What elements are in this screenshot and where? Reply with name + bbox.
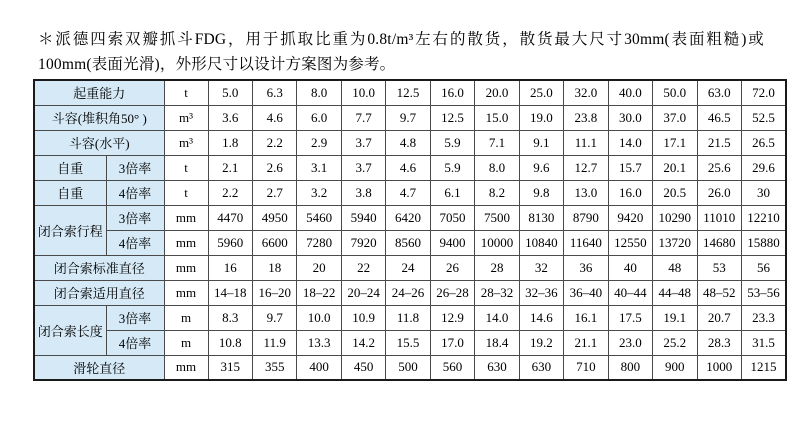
value-cell: 14.6 bbox=[519, 305, 563, 330]
value-cell: 5.9 bbox=[430, 155, 474, 180]
value-cell: 28–32 bbox=[475, 280, 519, 305]
value-cell: 14680 bbox=[697, 230, 741, 255]
value-cell: 10000 bbox=[475, 230, 519, 255]
value-cell: 5940 bbox=[341, 205, 385, 230]
value-cell: 20.1 bbox=[653, 155, 697, 180]
value-cell: 500 bbox=[386, 355, 430, 380]
table-row bbox=[34, 105, 786, 130]
value-cell: 18 bbox=[252, 255, 296, 280]
value-cell: 2.9 bbox=[297, 130, 341, 155]
value-cell: 4950 bbox=[252, 205, 296, 230]
value-cell: 710 bbox=[564, 355, 608, 380]
value-cell: 23.8 bbox=[564, 105, 608, 130]
value-cell: 400 bbox=[297, 355, 341, 380]
value-cell: 28 bbox=[475, 255, 519, 280]
value-cell: 24–26 bbox=[386, 280, 430, 305]
value-cell: 52.5 bbox=[741, 105, 786, 130]
value-cell: 17.1 bbox=[653, 130, 697, 155]
table-row bbox=[34, 355, 786, 380]
row-sublabel: 4倍率 bbox=[106, 180, 164, 205]
row-label: 闭合索行程 bbox=[34, 205, 106, 255]
value-cell: 12550 bbox=[608, 230, 652, 255]
value-cell: 6.0 bbox=[297, 105, 341, 130]
value-cell: 32–36 bbox=[519, 280, 563, 305]
value-cell: 1215 bbox=[741, 355, 786, 380]
value-cell: 8.3 bbox=[208, 305, 252, 330]
value-cell: 37.0 bbox=[653, 105, 697, 130]
value-cell: 1.8 bbox=[208, 130, 252, 155]
value-cell: 9.6 bbox=[519, 155, 563, 180]
value-cell: 10.0 bbox=[341, 80, 385, 105]
row-label: 斗容(堆积角50° ) bbox=[34, 105, 164, 130]
row-label: 滑轮直径 bbox=[34, 355, 164, 380]
value-cell: 1000 bbox=[697, 355, 741, 380]
value-cell: 4.6 bbox=[252, 105, 296, 130]
spec-table-body bbox=[34, 80, 786, 380]
table-row bbox=[34, 130, 786, 155]
value-cell: 9.7 bbox=[386, 105, 430, 130]
value-cell: 4470 bbox=[208, 205, 252, 230]
unit-cell: m³ bbox=[164, 105, 208, 130]
value-cell: 11.8 bbox=[386, 305, 430, 330]
value-cell: 3.2 bbox=[297, 180, 341, 205]
unit-cell: mm bbox=[164, 355, 208, 380]
table-row bbox=[34, 330, 786, 355]
value-cell: 29.6 bbox=[741, 155, 786, 180]
value-cell: 11640 bbox=[564, 230, 608, 255]
value-cell: 25.6 bbox=[697, 155, 741, 180]
value-cell: 63.0 bbox=[697, 80, 741, 105]
value-cell: 9400 bbox=[430, 230, 474, 255]
row-label: 闭合索长度 bbox=[34, 305, 106, 355]
unit-cell: m³ bbox=[164, 130, 208, 155]
unit-cell: m bbox=[164, 330, 208, 355]
value-cell: 10840 bbox=[519, 230, 563, 255]
value-cell: 14.2 bbox=[341, 330, 385, 355]
value-cell: 72.0 bbox=[741, 80, 786, 105]
value-cell: 25.0 bbox=[519, 80, 563, 105]
table-row bbox=[34, 155, 786, 180]
value-cell: 22 bbox=[341, 255, 385, 280]
value-cell: 6.1 bbox=[430, 180, 474, 205]
value-cell: 8790 bbox=[564, 205, 608, 230]
value-cell: 7920 bbox=[341, 230, 385, 255]
value-cell: 32.0 bbox=[564, 80, 608, 105]
table-row bbox=[34, 180, 786, 205]
value-cell: 5.9 bbox=[430, 130, 474, 155]
value-cell: 53–56 bbox=[741, 280, 786, 305]
spec-note: ＊派德四索双瓣抓斗FDG，用于抓取比重为0.8t/m³左右的散货，散货最大尺寸30mm(表面粗糙)或100mm(表面光滑)，外形尺寸以设计方案图为参考。 bbox=[38, 30, 764, 73]
value-cell: 315 bbox=[208, 355, 252, 380]
value-cell: 10.0 bbox=[297, 305, 341, 330]
value-cell: 3.6 bbox=[208, 105, 252, 130]
value-cell: 36 bbox=[564, 255, 608, 280]
value-cell: 20.0 bbox=[475, 80, 519, 105]
value-cell: 26–28 bbox=[430, 280, 474, 305]
value-cell: 23.0 bbox=[608, 330, 652, 355]
value-cell: 9.8 bbox=[519, 180, 563, 205]
value-cell: 16.0 bbox=[608, 180, 652, 205]
value-cell: 3.8 bbox=[341, 180, 385, 205]
value-cell: 2.2 bbox=[252, 130, 296, 155]
value-cell: 630 bbox=[519, 355, 563, 380]
value-cell: 15880 bbox=[741, 230, 786, 255]
value-cell: 56 bbox=[741, 255, 786, 280]
value-cell: 3.1 bbox=[297, 155, 341, 180]
value-cell: 17.0 bbox=[430, 330, 474, 355]
table-row bbox=[34, 230, 786, 255]
value-cell: 14.0 bbox=[475, 305, 519, 330]
row-sublabel: 3倍率 bbox=[106, 205, 164, 230]
value-cell: 25.2 bbox=[653, 330, 697, 355]
value-cell: 14.0 bbox=[608, 130, 652, 155]
row-label: 自重 bbox=[34, 180, 106, 205]
value-cell: 18–22 bbox=[297, 280, 341, 305]
value-cell: 8.0 bbox=[475, 155, 519, 180]
value-cell: 12.7 bbox=[564, 155, 608, 180]
value-cell: 15.7 bbox=[608, 155, 652, 180]
value-cell: 19.1 bbox=[653, 305, 697, 330]
row-label: 斗容(水平) bbox=[34, 130, 164, 155]
value-cell: 12.5 bbox=[430, 105, 474, 130]
unit-cell: t bbox=[164, 180, 208, 205]
value-cell: 8.0 bbox=[297, 80, 341, 105]
unit-cell: t bbox=[164, 155, 208, 180]
value-cell: 19.2 bbox=[519, 330, 563, 355]
value-cell: 18.4 bbox=[475, 330, 519, 355]
value-cell: 5.0 bbox=[208, 80, 252, 105]
value-cell: 7.1 bbox=[475, 130, 519, 155]
value-cell: 50.0 bbox=[653, 80, 697, 105]
value-cell: 12210 bbox=[741, 205, 786, 230]
value-cell: 36–40 bbox=[564, 280, 608, 305]
value-cell: 11.9 bbox=[252, 330, 296, 355]
value-cell: 26 bbox=[430, 255, 474, 280]
value-cell: 7500 bbox=[475, 205, 519, 230]
unit-cell: mm bbox=[164, 205, 208, 230]
value-cell: 44–48 bbox=[653, 280, 697, 305]
value-cell: 40–44 bbox=[608, 280, 652, 305]
row-sublabel: 4倍率 bbox=[106, 330, 164, 355]
value-cell: 16–20 bbox=[252, 280, 296, 305]
value-cell: 20 bbox=[297, 255, 341, 280]
unit-cell: mm bbox=[164, 280, 208, 305]
value-cell: 20–24 bbox=[341, 280, 385, 305]
value-cell: 7050 bbox=[430, 205, 474, 230]
value-cell: 48 bbox=[653, 255, 697, 280]
table-row bbox=[34, 255, 786, 280]
spec-table bbox=[33, 79, 787, 381]
value-cell: 355 bbox=[252, 355, 296, 380]
value-cell: 450 bbox=[341, 355, 385, 380]
value-cell: 9.1 bbox=[519, 130, 563, 155]
table-row bbox=[34, 305, 786, 330]
value-cell: 9.7 bbox=[252, 305, 296, 330]
unit-cell: t bbox=[164, 80, 208, 105]
value-cell: 30.0 bbox=[608, 105, 652, 130]
value-cell: 11.1 bbox=[564, 130, 608, 155]
value-cell: 630 bbox=[475, 355, 519, 380]
value-cell: 14–18 bbox=[208, 280, 252, 305]
value-cell: 40.0 bbox=[608, 80, 652, 105]
value-cell: 23.3 bbox=[741, 305, 786, 330]
row-label: 自重 bbox=[34, 155, 106, 180]
value-cell: 800 bbox=[608, 355, 652, 380]
value-cell: 48–52 bbox=[697, 280, 741, 305]
row-label: 起重能力 bbox=[34, 80, 164, 105]
value-cell: 30 bbox=[741, 180, 786, 205]
value-cell: 10290 bbox=[653, 205, 697, 230]
unit-cell: mm bbox=[164, 230, 208, 255]
value-cell: 5960 bbox=[208, 230, 252, 255]
value-cell: 6420 bbox=[386, 205, 430, 230]
value-cell: 10.8 bbox=[208, 330, 252, 355]
row-label: 闭合索适用直径 bbox=[34, 280, 164, 305]
value-cell: 10.9 bbox=[341, 305, 385, 330]
value-cell: 32 bbox=[519, 255, 563, 280]
value-cell: 6.3 bbox=[252, 80, 296, 105]
value-cell: 20.7 bbox=[697, 305, 741, 330]
value-cell: 12.9 bbox=[430, 305, 474, 330]
value-cell: 6600 bbox=[252, 230, 296, 255]
value-cell: 5460 bbox=[297, 205, 341, 230]
value-cell: 3.7 bbox=[341, 130, 385, 155]
value-cell: 19.0 bbox=[519, 105, 563, 130]
value-cell: 24 bbox=[386, 255, 430, 280]
value-cell: 13.3 bbox=[297, 330, 341, 355]
value-cell: 12.5 bbox=[386, 80, 430, 105]
value-cell: 900 bbox=[653, 355, 697, 380]
row-sublabel: 3倍率 bbox=[106, 155, 164, 180]
value-cell: 8.2 bbox=[475, 180, 519, 205]
value-cell: 2.7 bbox=[252, 180, 296, 205]
value-cell: 21.1 bbox=[564, 330, 608, 355]
value-cell: 4.7 bbox=[386, 180, 430, 205]
value-cell: 2.2 bbox=[208, 180, 252, 205]
value-cell: 11010 bbox=[697, 205, 741, 230]
value-cell: 20.5 bbox=[653, 180, 697, 205]
value-cell: 9420 bbox=[608, 205, 652, 230]
value-cell: 46.5 bbox=[697, 105, 741, 130]
value-cell: 8130 bbox=[519, 205, 563, 230]
value-cell: 15.0 bbox=[475, 105, 519, 130]
value-cell: 26.0 bbox=[697, 180, 741, 205]
value-cell: 31.5 bbox=[741, 330, 786, 355]
unit-cell: m bbox=[164, 305, 208, 330]
value-cell: 40 bbox=[608, 255, 652, 280]
value-cell: 3.7 bbox=[341, 155, 385, 180]
value-cell: 15.5 bbox=[386, 330, 430, 355]
row-label: 闭合索标准直径 bbox=[34, 255, 164, 280]
value-cell: 16 bbox=[208, 255, 252, 280]
value-cell: 4.8 bbox=[386, 130, 430, 155]
value-cell: 7.7 bbox=[341, 105, 385, 130]
value-cell: 16.0 bbox=[430, 80, 474, 105]
value-cell: 2.1 bbox=[208, 155, 252, 180]
value-cell: 17.5 bbox=[608, 305, 652, 330]
value-cell: 26.5 bbox=[741, 130, 786, 155]
value-cell: 16.1 bbox=[564, 305, 608, 330]
table-row bbox=[34, 280, 786, 305]
value-cell: 7280 bbox=[297, 230, 341, 255]
value-cell: 560 bbox=[430, 355, 474, 380]
value-cell: 28.3 bbox=[697, 330, 741, 355]
row-sublabel: 3倍率 bbox=[106, 305, 164, 330]
value-cell: 21.5 bbox=[697, 130, 741, 155]
value-cell: 2.6 bbox=[252, 155, 296, 180]
table-row bbox=[34, 205, 786, 230]
value-cell: 8560 bbox=[386, 230, 430, 255]
value-cell: 4.6 bbox=[386, 155, 430, 180]
value-cell: 13720 bbox=[653, 230, 697, 255]
unit-cell: mm bbox=[164, 255, 208, 280]
value-cell: 53 bbox=[697, 255, 741, 280]
table-row bbox=[34, 80, 786, 105]
value-cell: 13.0 bbox=[564, 180, 608, 205]
row-sublabel: 4倍率 bbox=[106, 230, 164, 255]
